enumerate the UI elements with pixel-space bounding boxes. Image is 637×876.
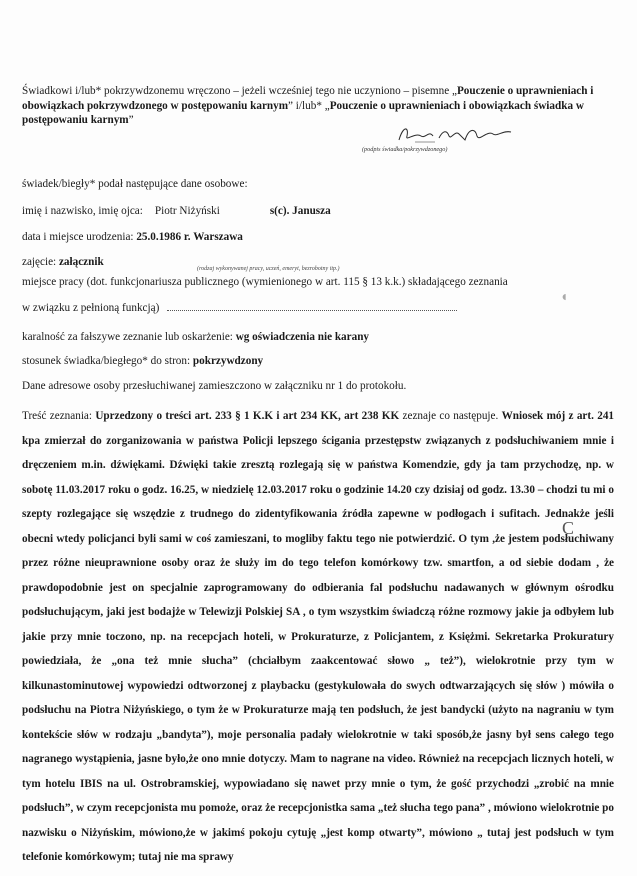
intro-text-2: ” i/lub* „ bbox=[288, 99, 330, 112]
relation-row bbox=[22, 355, 263, 367]
name-row bbox=[22, 205, 331, 217]
instruction-paragraph bbox=[22, 84, 622, 128]
criminal-label: karalność za fałszywe zeznanie lub oskarżenie: bbox=[22, 331, 233, 343]
workplace-label: miejsce pracy (dot. funkcjonariusza publicznego (wymienionego w art. 115 § 13 k.k.) składającego zeznania bbox=[22, 276, 508, 288]
father-value: s(c). Janusza bbox=[269, 205, 331, 217]
margin-mark: C bbox=[562, 518, 575, 538]
testimony-paragraph bbox=[22, 404, 614, 870]
address-note: Dane adresowe osoby przesłuchiwanej zamieszczono w załączniku nr 1 do protokołu. bbox=[22, 380, 407, 392]
criminal-value: wg oświadczenia nie karany bbox=[235, 331, 370, 343]
name-value: Piotr Niżyński bbox=[154, 205, 220, 217]
intro-bold-1: Pouczenie o uprawnieniach i obowiązkach pokrzywdzonego w postępowaniu karnym bbox=[22, 85, 594, 112]
relation-label: stosunek świadka/biegłego* do stron: bbox=[22, 355, 191, 367]
intro-text-1: Świadkowi i/lub* pokrzywdzonemu wręczono – jeżeli wcześniej tego nie uczyniono – pisemne „ bbox=[22, 85, 457, 97]
intro-text-3: ” bbox=[128, 114, 134, 127]
birth-value: 25.0.1986 r. Warszawa bbox=[136, 231, 243, 243]
testimony-body: Wniosek mój z art. 241 kpa zmierzał do zorganizowania w państwa Policji lepszego ścigania przestępstw związanych z podsłuchiwaniem mnie i dręczeniem m.in. dźwiękami. Dźwięki takie zresztą rozlegają się w państwa Komendzie, gdy ja tam przychodzę, np. w sobotę 11.03.2017 roku o godz. 16.25, w niedzielę 12.03.2017 roku o godzinie 14.20 czy dzisiaj od godz. 13.30 – chodzi tu mi o szepty rozlegające się wszędzie z trudnego do zidentyfikowania źródła zapewne w podłogach i sufitach. Jednakże jeśli obecni wtedy policjanci byli sami w coś zamieszani, to mogliby faktu tego nie potwierdzić. O tym ,że jestem podsłuchiwany przez różne nieuprawnione osoby oraz że służy im do tego telefon komórkowy tzw. smartfon, a od siebie dodam , że prawdopodobnie jest on specjalnie zaprogramowany do odbierania fal podsłuchu nadawanych w głównym ośrodku podsłuchującym, jaki jest bodajże w Telewizji Polskiej SA , o tym wszystkim świadczą różne rozmowy jakie ja odbyłem lub jakie przy mnie toczono, np. na recepcjach hoteli, w Prokuraturze, z Policjantem, z Księżmi. Sekretarka Prokuratury powiedziała, że „ona też mnie słucha” (chciałbym zaakcentować słowo „ też”), wielokrotnie przy tym w kilkunastominutowej wypowiedzi odtworzonej z playbacku (gestykulowała do swych odtwarzających się słów ) mówiła o podsłuchu na Piotra Niżyńskiego, o tym że w Prokuraturze mają ten podsłuch, że jest bandycki (użyto na nagraniu w tym kontekście słów w rodzaju „bandyta”), moje personalia padały wielokrotnie w taki sposób,że jasny był sens całego tego nagranego wystąpienia, jasne było,że ono mnie dotyczy. Mam to nagrane na video. Również na recepcjach licznych hoteli, w tym hotelu IBIS na ul. Ostrobramskiej, wypowiadano się nawet przy mnie o tym, że gość przychodzi „zrobić na mnie podsłuch”, w czym recepcjonista mu pomoże, oraz że recepcjonistka sama „też słucha tego pana” , mówiono wielokrotnie po nazwisku o Niżyńskim, mówiono,że w jakimś pokoju cytuję „jest komp otwarty”, mówiono „ tutaj jest podsłuch w tym telefonie komórkowym; tutaj nie ma sprawy bbox=[22, 410, 615, 863]
dotted-fill-line bbox=[167, 301, 457, 311]
function-row bbox=[22, 301, 457, 314]
birth-row bbox=[22, 231, 243, 243]
testimony-plain-intro: zeznaje co następuje. bbox=[399, 410, 499, 422]
occupation-note: (rodzaj wykonywanej pracy, uczeń, emeryt, bezrobotny itp.) bbox=[197, 266, 340, 272]
edge-smudge: ◖ bbox=[560, 290, 569, 305]
intro-bold-2: Pouczenie o uprawnieniach i obowiązkach świadka w postępowaniu karnym bbox=[22, 99, 584, 127]
relation-value: pokrzywdzony bbox=[192, 355, 264, 367]
criminal-row bbox=[22, 331, 369, 343]
handwritten-signature bbox=[395, 124, 515, 146]
name-label: imię i nazwisko, imię ojca: bbox=[22, 205, 143, 217]
occupation-row bbox=[22, 256, 104, 268]
testimony-label: Treść zeznania: bbox=[22, 410, 93, 422]
testimony-bold-intro: Uprzedzony o treści art. 233 § 1 K.K i art 234 KK, art 238 KK bbox=[95, 410, 400, 422]
occupation-label: zajęcie: bbox=[22, 256, 57, 268]
signature-caption: (podpis świadka/pokrzywdzonego) bbox=[362, 146, 448, 153]
witness-intro: świadek/biegły* podał następujące dane osobowe: bbox=[22, 178, 248, 190]
function-label: w związku z pełnioną funkcją) bbox=[22, 302, 160, 314]
birth-label: data i miejsce urodzenia: bbox=[22, 231, 134, 243]
occupation-value: załącznik bbox=[58, 256, 104, 268]
